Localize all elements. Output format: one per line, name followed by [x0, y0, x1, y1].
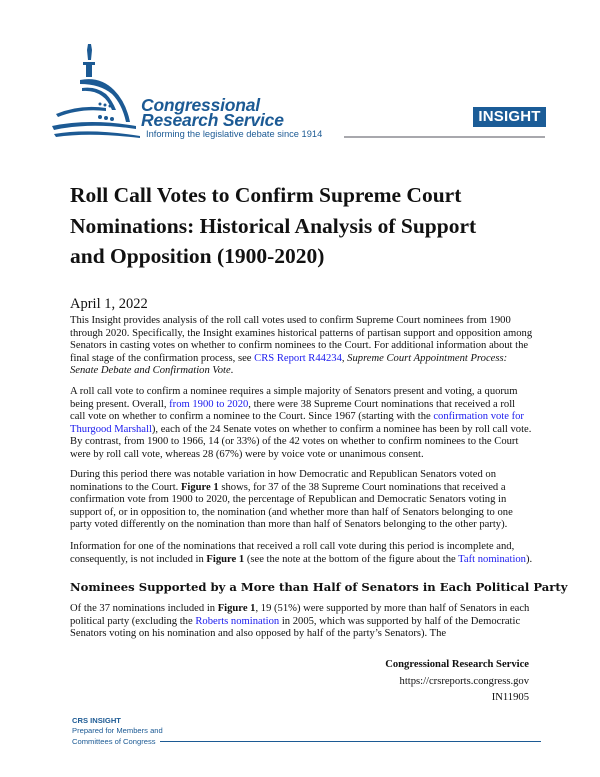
title-line: and Opposition (1900-2020) [70, 244, 325, 268]
page-title [70, 180, 540, 272]
header-divider [344, 136, 545, 138]
footer-org: Congressional Research Service [385, 659, 529, 670]
paragraph-incomplete [70, 541, 533, 566]
link-taft-nomination[interactable]: Taft nomination [458, 553, 526, 565]
logo-text-congressional: Congressional [141, 95, 260, 115]
text: Of the 37 nominations included in [70, 603, 218, 614]
footer-divider [160, 741, 541, 742]
text: shows, for 37 of the 38 Supreme Court nominations that received a confirmation vote from 1900 to 2020, the percentage of Republican and Democratic Senators voting in support of, or in opposition to, the nomination (and whether more than half of Senators belonging to one party voted differently on the nomination than more than half of Senators belonging to the other party). [70, 481, 513, 531]
link-marshall-vote[interactable]: confirmation vote for Thurgood Marshall [70, 411, 524, 435]
prepared-for-line1: Prepared for Members and [72, 726, 163, 735]
figure-ref: Figure 1 [217, 603, 256, 614]
link-1900-2020[interactable]: from 1900 to 2020 [169, 398, 249, 410]
title-line: Roll Call Votes to Confirm Supreme Court [70, 183, 462, 207]
paragraph-intro [70, 315, 533, 378]
title-line: Nominations: Historical Analysis of Support [70, 213, 477, 238]
text: , 19 (51%) were supported by more than half of Senators in each political party (excluding the [70, 603, 530, 627]
crs-insight-label: CRS INSIGHT [72, 716, 121, 725]
paragraph-roll-call [70, 386, 533, 462]
footer-report-id: IN11905 [491, 692, 529, 703]
logo-text-research-service: Research Service [141, 110, 284, 130]
paragraph-supported [70, 603, 533, 641]
section-heading: Nominees Supported by a More than Half of Senators in Each Political Party [70, 580, 568, 594]
text: This Insight provides analysis of the roll call votes used to confirm Supreme Court nominees from 1900 through 2020. Specifically, the Insight examines historical patterns of partisan support and opposition among Senators in casting votes on whether to confirm nominees to the Court. For additional information about the final stage of the confirmation process, see [70, 315, 533, 364]
text: in 2005, which was supported by half of the Democratic Senators voting on his nomination and also opposed by half of the party’s Senators). The [70, 615, 521, 640]
insight-badge: INSIGHT [473, 107, 546, 127]
text: , there were 38 Supreme Court nominations that received a roll call vote on whether to confirm a nominee to the Court. Since 1967 (starting with the [70, 398, 516, 423]
text: (see the note at the bottom of the figure about the [244, 553, 459, 565]
text: A roll call vote to confirm a nominee requires a simple majority of Senators present and voting, a quorum being present. Overall, [70, 386, 518, 410]
link-crs-report[interactable]: CRS Report R44234 [254, 352, 342, 364]
publication-date: April 1, 2022 [70, 296, 148, 312]
paragraph-variation [70, 469, 533, 532]
text: , [341, 352, 348, 364]
capitol-dome-logo [50, 42, 146, 138]
text: ). [525, 553, 533, 565]
report-title: Supreme Court Appointment Process: Senate Debate and Confirmation Vote [70, 352, 508, 377]
logo-tagline: Informing the legislative debate since 1914 [146, 129, 323, 139]
link-roberts-nomination[interactable]: Roberts nomination [195, 615, 280, 627]
text: . [230, 365, 234, 377]
text: During this period there was notable variation in how Democratic and Republican Senators voted on nominations to the Court. [70, 469, 496, 493]
figure-ref: Figure 1 [206, 553, 245, 565]
prepared-for-line2: Committees of Congress [72, 737, 156, 746]
text: ), each of the 24 Senate votes on whether to confirm a nominee has been by roll call vote. By contrast, from 1900 to 1966, 14 (or 33%) of the 42 votes on whether to confirm nominees to the Court were by roll call vote, whereas 28 (67%) were by voice vote or unanimous consent. [70, 423, 532, 460]
footer-url: https://crsreports.congress.gov [399, 676, 529, 687]
figure-ref: Figure 1 [180, 481, 219, 493]
text: Information for one of the nominations that received a roll call vote during this period is incomplete and, consequently, is not included in [70, 541, 515, 565]
